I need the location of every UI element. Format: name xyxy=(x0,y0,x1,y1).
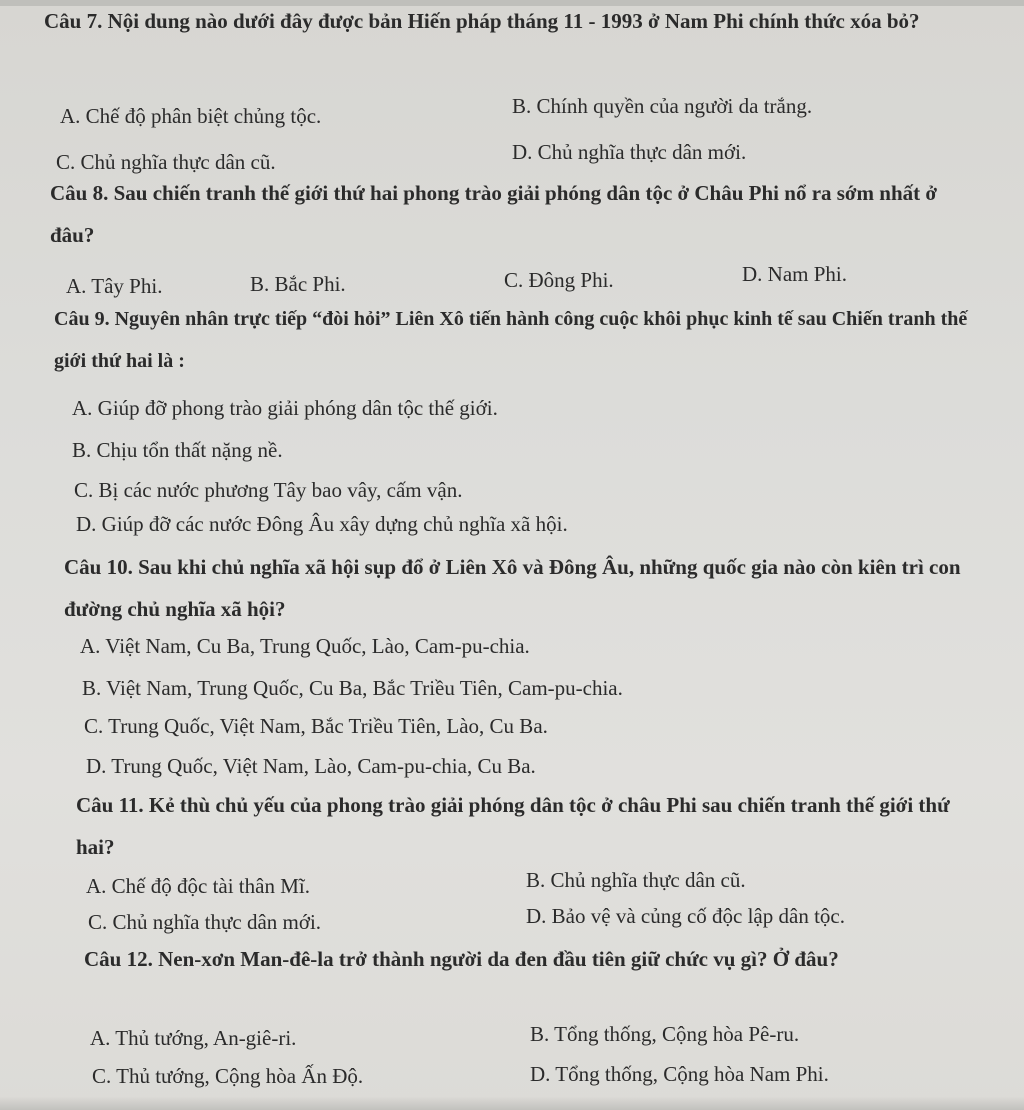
question-8 xyxy=(0,172,1024,298)
question-stem: Câu 12. Nen-xơn Man-đê-la trở thành người da đen đầu tiên giữ chức vụ gì? Ở đâu? xyxy=(84,947,839,971)
question-9 xyxy=(0,298,1024,536)
option-c: C. Chủ nghĩa thực dân cũ. xyxy=(56,150,276,174)
option-c: C. Thủ tướng, Cộng hòa Ấn Độ. xyxy=(92,1064,364,1088)
option-a: A. Chế độ độc tài thân Mĩ. xyxy=(86,874,310,898)
option-b: B. Chịu tổn thất nặng nề. xyxy=(72,438,283,462)
option-c: C. Bị các nước phương Tây bao vây, cấm vận. xyxy=(74,478,463,502)
question-stem: Câu 11. Kẻ thù chủ yếu của phong trào giải phóng dân tộc ở châu Phi sau chiến tranh thế giới thứ hai? xyxy=(76,793,950,859)
option-d: D. Chủ nghĩa thực dân mới. xyxy=(512,140,747,164)
option-b: B. Chủ nghĩa thực dân cũ. xyxy=(526,868,746,892)
question-stem: Câu 9. Nguyên nhân trực tiếp “đòi hỏi” Liên Xô tiến hành công cuộc khôi phục kinh tế sau Chiến tranh thế giới thứ hai là : xyxy=(54,308,968,372)
option-d: D. Tổng thống, Cộng hòa Nam Phi. xyxy=(530,1062,829,1086)
option-b: B. Bắc Phi. xyxy=(250,272,346,296)
option-a: A. Giúp đỡ phong trào giải phóng dân tộc thế giới. xyxy=(72,396,498,420)
option-b: B. Chính quyền của người da trắng. xyxy=(512,94,813,118)
question-12 xyxy=(0,938,1024,1088)
question-11 xyxy=(0,784,1024,934)
option-c: C. Chủ nghĩa thực dân mới. xyxy=(88,910,322,934)
page-bottom-shadow xyxy=(0,1096,1024,1110)
option-b: B. Việt Nam, Trung Quốc, Cu Ba, Bắc Triều Tiên, Cam-pu-chia. xyxy=(82,676,623,700)
question-10 xyxy=(0,546,1024,778)
question-7 xyxy=(0,0,1024,174)
option-d: D. Giúp đỡ các nước Đông Âu xây dựng chủ nghĩa xã hội. xyxy=(76,512,568,536)
option-a: A. Chế độ phân biệt chủng tộc. xyxy=(60,104,322,128)
option-a: A. Thủ tướng, An-giê-ri. xyxy=(90,1026,297,1050)
question-stem: Câu 8. Sau chiến tranh thế giới thứ hai phong trào giải phóng dân tộc ở Châu Phi nổ ra sớm nhất ở đâu? xyxy=(50,181,938,247)
option-d: D. Bảo vệ và củng cố độc lập dân tộc. xyxy=(526,904,845,928)
option-a: A. Tây Phi. xyxy=(66,274,163,298)
option-a: A. Việt Nam, Cu Ba, Trung Quốc, Lào, Cam-pu-chia. xyxy=(80,634,530,658)
option-b: B. Tổng thống, Cộng hòa Pê-ru. xyxy=(530,1022,800,1046)
option-c: C. Trung Quốc, Việt Nam, Bắc Triều Tiên, Lào, Cu Ba. xyxy=(84,714,548,738)
question-stem: Câu 7. Nội dung nào dưới đây được bản Hiến pháp tháng 11 - 1993 ở Nam Phi chính thức xóa bỏ? xyxy=(44,9,920,33)
option-d: D. Nam Phi. xyxy=(742,262,847,286)
option-c: C. Đông Phi. xyxy=(504,268,614,292)
question-stem: Câu 10. Sau khi chủ nghĩa xã hội sụp đổ ở Liên Xô và Đông Âu, những quốc gia nào còn kiên trì con đường chủ nghĩa xã hội? xyxy=(64,555,961,621)
option-d: D. Trung Quốc, Việt Nam, Lào, Cam-pu-chia, Cu Ba. xyxy=(86,754,536,778)
